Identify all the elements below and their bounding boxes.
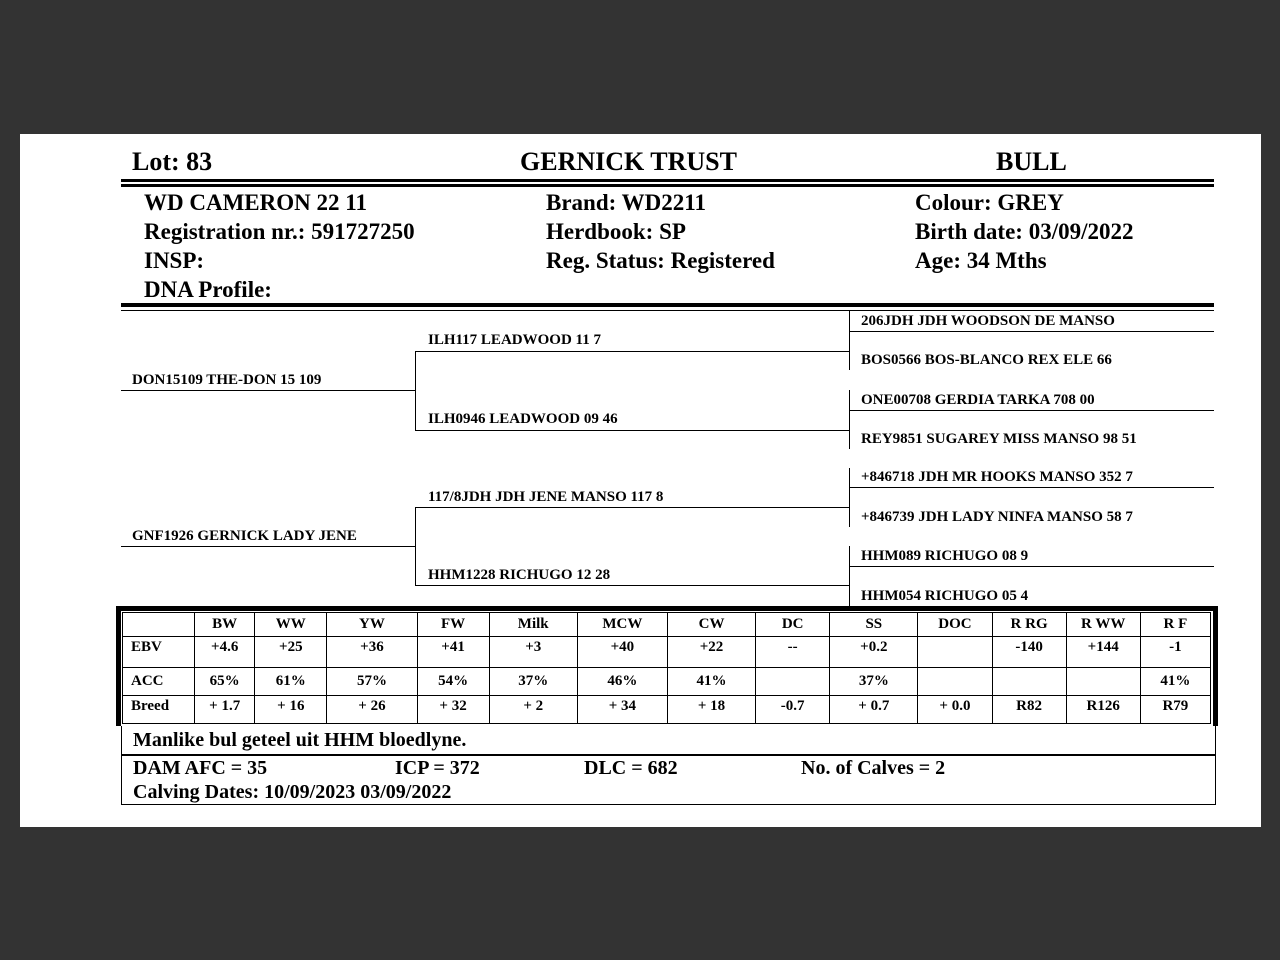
dam-icp: ICP = 372 <box>395 757 480 779</box>
ebv-header-cell: MCW <box>577 613 667 637</box>
pedigree-line <box>415 430 849 431</box>
pedigree-dam: GNF1926 GERNICK LADY JENE <box>132 528 357 544</box>
pedigree-connector <box>415 507 416 585</box>
acc-row-label: ACC <box>123 668 195 696</box>
pedigree-great-grandparent: HHM054 RICHUGO 05 4 <box>861 588 1029 604</box>
ebv-header-cell: R RG <box>992 613 1066 637</box>
acc-cell: 46% <box>577 668 667 696</box>
ebv-header-cell: Milk <box>489 613 577 637</box>
pedigree-sire-dam: ILH0946 LEADWOOD 09 46 <box>428 411 618 427</box>
dna-profile: DNA Profile: <box>144 277 272 302</box>
pedigree-line <box>849 487 1214 488</box>
pedigree-great-grandparent: +846718 JDH MR HOOKS MANSO 352 7 <box>861 469 1133 485</box>
breed-row <box>123 696 1211 724</box>
ebv-cell: -1 <box>1140 637 1210 668</box>
ebv-cell: +22 <box>667 637 755 668</box>
pedigree-connector <box>849 468 850 527</box>
acc-cell: 54% <box>417 668 489 696</box>
dam-dlc: DLC = 682 <box>584 757 678 779</box>
header-rule-1 <box>121 179 1214 182</box>
breed-cell: + 16 <box>255 696 327 724</box>
ebv-cell: +40 <box>577 637 667 668</box>
ebv-table <box>122 612 1211 724</box>
acc-cell: 41% <box>667 668 755 696</box>
dam-calves: No. of Calves = 2 <box>801 757 946 779</box>
ebv-row <box>123 637 1211 668</box>
breed-row-label: Breed <box>123 696 195 724</box>
ebv-header-cell: R F <box>1140 613 1210 637</box>
info-rule-2 <box>121 310 1214 311</box>
ebv-frame-top <box>116 606 1218 611</box>
animal-info-middle <box>546 188 775 275</box>
ebv-cell: +36 <box>327 637 417 668</box>
ebv-cell: +4.6 <box>195 637 255 668</box>
breed-cell: + 18 <box>667 696 755 724</box>
ebv-header-row <box>123 613 1211 637</box>
ebv-header-cell: BW <box>195 613 255 637</box>
acc-cell: 37% <box>830 668 918 696</box>
ebv-header-cell: SS <box>830 613 918 637</box>
pedigree-sire: DON15109 THE-DON 15 109 <box>132 372 322 388</box>
acc-row <box>123 668 1211 696</box>
acc-cell <box>756 668 830 696</box>
ebv-header-cell: FW <box>417 613 489 637</box>
pedigree-dam-sire: 117/8JDH JDH JENE MANSO 117 8 <box>428 489 664 505</box>
breed-cell: + 2 <box>489 696 577 724</box>
ebv-header-cell: DC <box>756 613 830 637</box>
pedigree-line <box>415 507 849 508</box>
ebv-header-cell: R WW <box>1066 613 1140 637</box>
pedigree-line <box>121 546 415 547</box>
birth-date: Birth date: 03/09/2022 <box>915 219 1134 244</box>
note-box <box>121 726 1216 755</box>
acc-cell: 41% <box>1140 668 1210 696</box>
pedigree-line <box>849 331 1214 332</box>
ebv-cell: +144 <box>1066 637 1140 668</box>
acc-cell: 61% <box>255 668 327 696</box>
breed-cell: + 0.7 <box>830 696 918 724</box>
pedigree-dam-dam: HHM1228 RICHUGO 12 28 <box>428 567 611 583</box>
ebv-cell: +0.2 <box>830 637 918 668</box>
ebv-row-label: EBV <box>123 637 195 668</box>
breed-cell: + 26 <box>327 696 417 724</box>
ebv-header-cell: CW <box>667 613 755 637</box>
herdbook: Herdbook: SP <box>546 219 686 244</box>
owner-name: GERNICK TRUST <box>520 147 737 176</box>
animal-info-left <box>144 188 415 304</box>
ebv-header-cell: DOC <box>918 613 992 637</box>
ebv-frame-left <box>116 606 121 726</box>
dam-afc: DAM AFC = 35 <box>133 757 268 779</box>
pedigree-great-grandparent: REY9851 SUGAREY MISS MANSO 98 51 <box>861 431 1137 447</box>
brand: Brand: WD2211 <box>546 190 706 215</box>
registration-number: Registration nr.: 591727250 <box>144 219 415 244</box>
pedigree-line <box>849 566 1214 567</box>
pedigree-connector <box>849 311 850 370</box>
ebv-cell: +25 <box>255 637 327 668</box>
animal-name: WD CAMERON 22 11 <box>144 190 367 215</box>
animal-note: Manlike bul geteel uit HHM bloedlyne. <box>133 729 467 751</box>
pedigree-line <box>121 390 415 391</box>
acc-cell: 65% <box>195 668 255 696</box>
ebv-header-cell: YW <box>327 613 417 637</box>
acc-cell <box>992 668 1066 696</box>
pedigree-line <box>415 351 849 352</box>
age: Age: 34 Mths <box>915 248 1047 273</box>
reg-status: Reg. Status: Registered <box>546 248 775 273</box>
ebv-header-cell <box>123 613 195 637</box>
breed-cell: -0.7 <box>756 696 830 724</box>
breed-cell: + 32 <box>417 696 489 724</box>
acc-cell <box>918 668 992 696</box>
acc-cell <box>1066 668 1140 696</box>
acc-cell: 37% <box>489 668 577 696</box>
insp: INSP: <box>144 248 205 273</box>
pedigree-great-grandparent: HHM089 RICHUGO 08 9 <box>861 548 1029 564</box>
breed-cell: R82 <box>992 696 1066 724</box>
pedigree-connector <box>415 351 416 430</box>
pedigree-great-grandparent: ONE00708 GERDIA TARKA 708 00 <box>861 392 1095 408</box>
ebv-cell: +3 <box>489 637 577 668</box>
ebv-frame-right <box>1213 606 1218 726</box>
breed-cell: R126 <box>1066 696 1140 724</box>
pedigree-great-grandparent: BOS0566 BOS-BLANCO REX ELE 66 <box>861 352 1112 368</box>
pedigree-great-grandparent: 206JDH JDH WOODSON DE MANSO <box>861 313 1115 329</box>
breed-cell: + 34 <box>577 696 667 724</box>
ebv-cell: +41 <box>417 637 489 668</box>
info-rule-1 <box>121 303 1214 307</box>
header-rule-2 <box>121 184 1214 187</box>
dam-info-box <box>121 755 1216 805</box>
pedigree-line <box>415 585 849 586</box>
ebv-cell: -140 <box>992 637 1066 668</box>
ebv-header-cell: WW <box>255 613 327 637</box>
pedigree-line <box>849 410 1214 411</box>
pedigree-great-grandparent: +846739 JDH LADY NINFA MANSO 58 7 <box>861 509 1133 525</box>
colour: Colour: GREY <box>915 190 1064 215</box>
breed-cell: + 0.0 <box>918 696 992 724</box>
pedigree-connector <box>849 390 850 449</box>
animal-type: BULL <box>996 147 1067 176</box>
breed-cell: R79 <box>1140 696 1210 724</box>
ebv-cell: -- <box>756 637 830 668</box>
ebv-cell <box>918 637 992 668</box>
acc-cell: 57% <box>327 668 417 696</box>
pedigree-sire-sire: ILH117 LEADWOOD 11 7 <box>428 332 601 348</box>
breed-cell: + 1.7 <box>195 696 255 724</box>
calving-dates: Calving Dates: 10/09/2023 03/09/2022 <box>133 781 452 803</box>
animal-info-right <box>915 188 1134 275</box>
pedigree-connector <box>849 546 850 608</box>
catalogue-sheet <box>20 134 1261 827</box>
lot-number: Lot: 83 <box>132 147 213 176</box>
